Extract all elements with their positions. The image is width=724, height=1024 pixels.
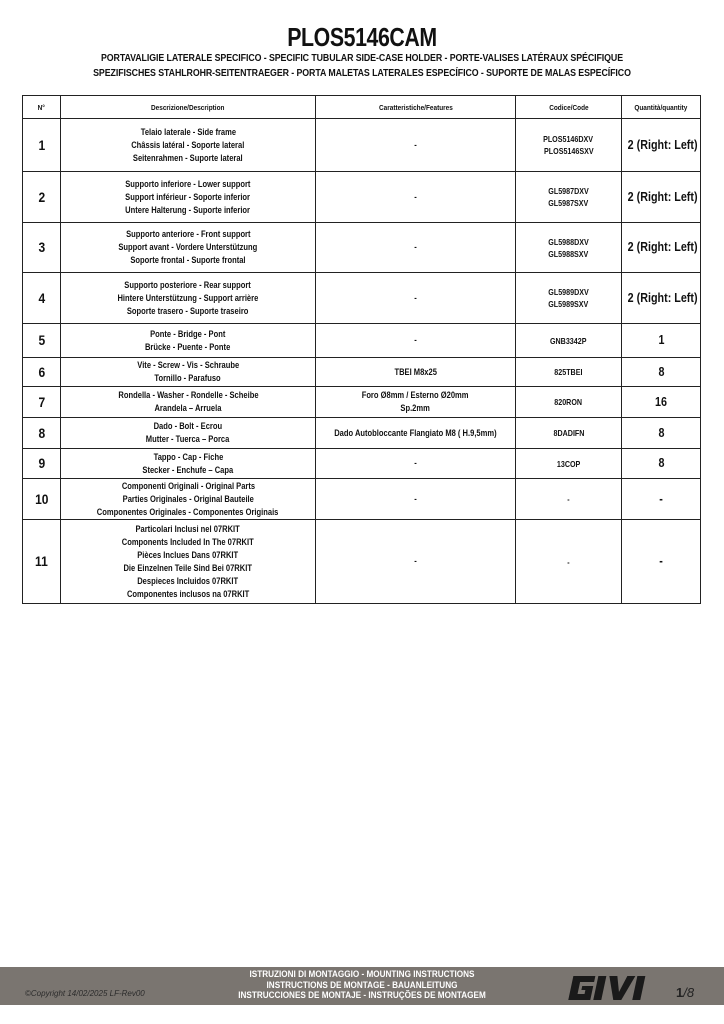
row-number: 11: [23, 520, 61, 604]
table-row: [23, 273, 701, 324]
row-code: 825TBEI: [516, 358, 622, 387]
table-row: [23, 520, 701, 604]
header-num: N°: [23, 96, 61, 119]
row-number: 7: [23, 387, 61, 418]
header-code: Codice/Code: [516, 96, 622, 119]
footer-line-1: ISTRUZIONI DI MONTAGGIO - MOUNTING INSTRUCTIONS: [249, 969, 475, 980]
row-features: TBEI M8x25: [316, 358, 516, 387]
row-quantity: 2 (Right: Left): [622, 223, 701, 273]
subtitle-line-1: PORTAVALIGIE LATERALE SPECIFICO - SPECIFIC TUBULAR SIDE-CASE HOLDER - PORTE-VALISES LATÉRAUX SPÉCIFIQUE: [100, 52, 624, 64]
row-code: GL5987DXV GL5987SXV: [516, 172, 622, 223]
row-description: Rondella - Washer - Rondelle - Scheibe Arandela – Arruela: [61, 387, 316, 418]
row-description: Telaio laterale - Side frame Châssis latéral - Soporte lateral Seitenrahmen - Suporte lateral: [61, 119, 316, 172]
row-quantity: 16: [622, 387, 701, 418]
row-features: -: [316, 520, 516, 604]
row-quantity: 2 (Right: Left): [622, 119, 701, 172]
footer-line-2: INSTRUCTIONS DE MONTAGE - BAUANLEITUNG: [266, 979, 458, 991]
table-row: [23, 449, 701, 479]
row-features: -: [316, 119, 516, 172]
row-description: Tappo - Cap - Fiche Stecker - Enchufe – Capa: [61, 449, 316, 479]
parts-table: [22, 95, 701, 604]
row-features: -: [316, 479, 516, 520]
row-description: Ponte - Bridge - Pont Brücke - Puente - Ponte: [61, 324, 316, 358]
row-code: GNB3342P: [516, 324, 622, 358]
footer-line-3: INSTRUCCIONES DE MONTAJE - INSTRUÇÕES DE MONTAGEM: [238, 990, 486, 1001]
row-features: -: [316, 223, 516, 273]
row-code: 820RON: [516, 387, 622, 418]
row-code: 8DADIFN: [516, 418, 622, 449]
row-code: -: [516, 520, 622, 604]
row-features: -: [316, 324, 516, 358]
table-row: [23, 223, 701, 273]
row-quantity: 2 (Right: Left): [622, 172, 701, 223]
row-description: Particolari Inclusi nel 07RKIT Components Included In The 07RKIT Pièces Inclues Dans 07RKIT Die Einzelnen Teile Sind Bei 07RKIT Despieces Incluidos 07RKIT Componentes inclusos na 07RKIT: [61, 520, 316, 604]
header-features: Caratteristiche/Features: [316, 96, 516, 119]
row-code: GL5989DXV GL5989SXV: [516, 273, 622, 324]
row-number: 10: [23, 479, 61, 520]
row-quantity: 8: [622, 418, 701, 449]
header-description: Descrizione/Description: [61, 96, 316, 119]
header-quantity: Quantità/quantity: [622, 96, 701, 119]
row-features: Foro Ø8mm / Esterno Ø20mm Sp.2mm: [316, 387, 516, 418]
row-number: 9: [23, 449, 61, 479]
row-number: 2: [23, 172, 61, 223]
copyright-notice: ©Copyright 14/02/2025 LF-Rev00: [25, 989, 145, 998]
row-quantity: 8: [622, 358, 701, 387]
row-code: -: [516, 479, 622, 520]
table-row: [23, 418, 701, 449]
table-row: [23, 479, 701, 520]
footer-bar: [0, 967, 724, 1005]
row-quantity: -: [622, 479, 701, 520]
row-description: Supporto posteriore - Rear support Hintere Unterstützung - Support arrière Soporte trasero - Suporte traseiro: [61, 273, 316, 324]
row-number: 5: [23, 324, 61, 358]
row-features: -: [316, 273, 516, 324]
table-row: [23, 172, 701, 223]
row-number: 4: [23, 273, 61, 324]
row-number: 6: [23, 358, 61, 387]
givi-logo: [566, 973, 648, 1003]
row-number: 8: [23, 418, 61, 449]
table-row: [23, 324, 701, 358]
row-quantity: 8: [622, 449, 701, 479]
row-description: Supporto inferiore - Lower support Support inférieur - Soporte inferior Untere Halterung - Suporte inferior: [61, 172, 316, 223]
row-quantity: 1: [622, 324, 701, 358]
table-row: [23, 358, 701, 387]
row-number: 1: [23, 119, 61, 172]
row-features: -: [316, 449, 516, 479]
document-title: PLOS5146CAM: [287, 22, 437, 52]
table-header-row: [23, 96, 701, 119]
row-code: 13COP: [516, 449, 622, 479]
row-description: Vite - Screw - Vis - Schraube Tornillo - Parafuso: [61, 358, 316, 387]
row-description: Supporto anteriore - Front support Support avant - Vordere Unterstützung Soporte frontal - Suporte frontal: [61, 223, 316, 273]
subtitle-line-2: SPEZIFISCHES STAHLROHR-SEITENTRAEGER - PORTA MALETAS LATERALES ESPECÍFICO - SUPORTE DE MALAS ESPECÍFICO: [93, 67, 631, 79]
table-row: [23, 119, 701, 172]
row-quantity: 2 (Right: Left): [622, 273, 701, 324]
row-number: 3: [23, 223, 61, 273]
row-code: GL5988DXV GL5988SXV: [516, 223, 622, 273]
row-quantity: -: [622, 520, 701, 604]
row-features: Dado Autobloccante Flangiato M8 ( H.9,5mm): [316, 418, 516, 449]
row-code: PLOS5146DXV PLOS5146SXV: [516, 119, 622, 172]
row-description: Dado - Bolt - Ecrou Mutter - Tuerca – Porca: [61, 418, 316, 449]
page-number: 1/8: [676, 985, 695, 1000]
row-features: -: [316, 172, 516, 223]
row-description: Componenti Originali - Original Parts Parties Originales - Original Bauteile Componentes Originales - Componentes Originais: [61, 479, 316, 520]
table-row: [23, 387, 701, 418]
